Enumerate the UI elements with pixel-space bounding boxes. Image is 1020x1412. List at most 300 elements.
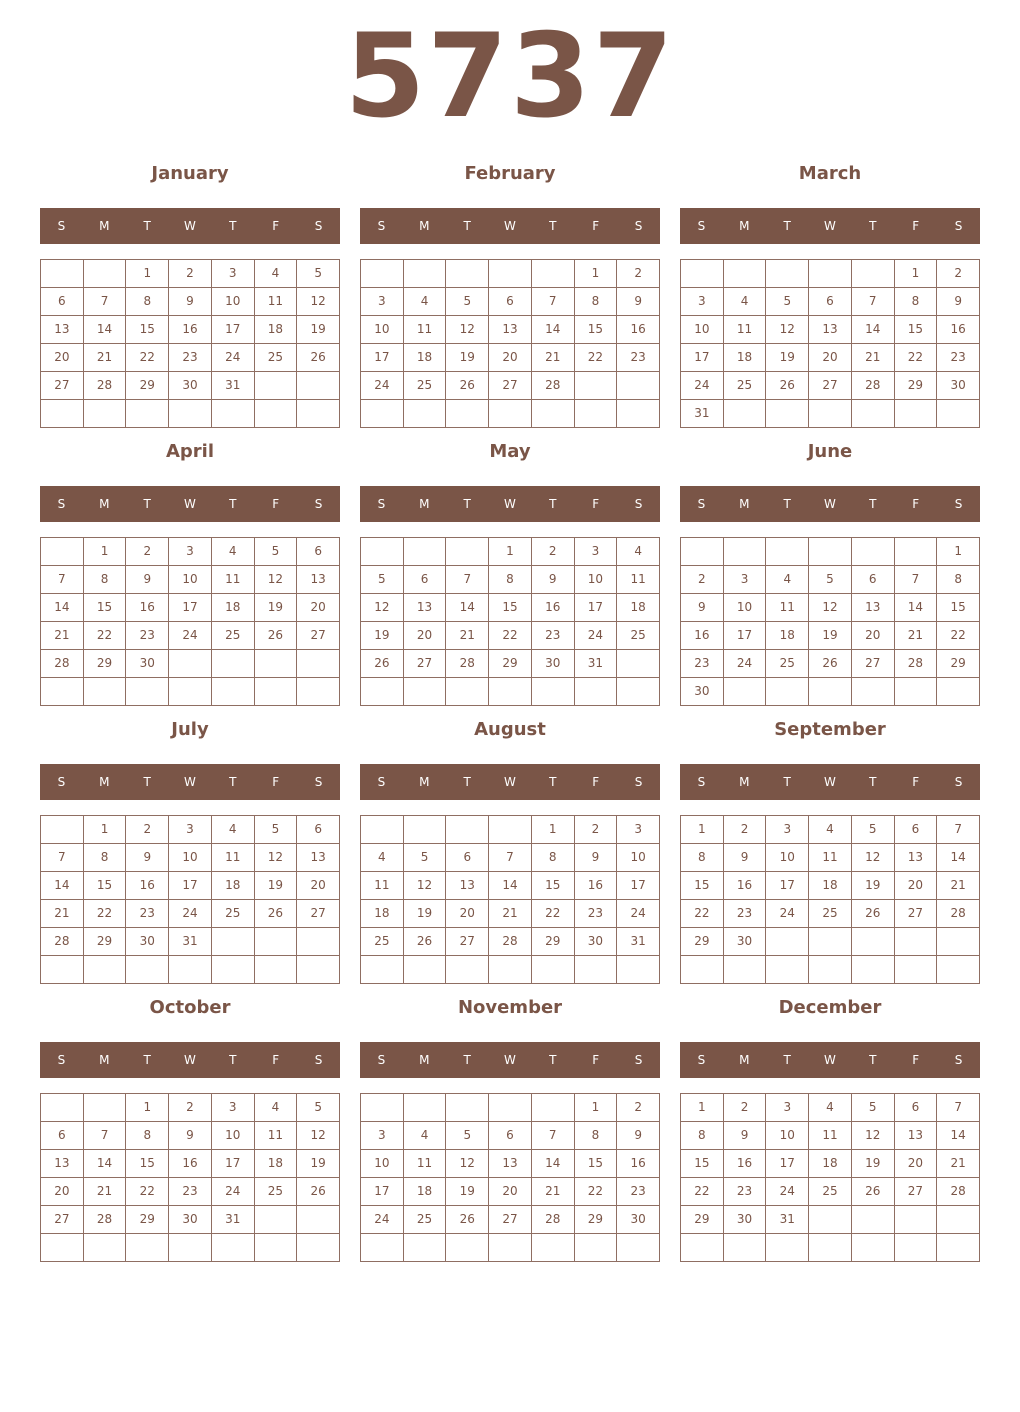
day-cell: 7 — [532, 288, 575, 316]
weekday-label: W — [184, 497, 196, 511]
day-cell: 14 — [937, 1122, 980, 1150]
day-cell: 20 — [489, 1178, 532, 1206]
day-cell: 28 — [489, 928, 532, 956]
empty-day-cell — [766, 260, 809, 288]
day-cell: 23 — [575, 900, 618, 928]
day-cell: 24 — [361, 1206, 404, 1234]
day-cell: 18 — [361, 900, 404, 928]
empty-day-cell — [255, 1206, 298, 1234]
weekday-header — [360, 1042, 660, 1078]
day-cell: 15 — [489, 594, 532, 622]
calendar-year-title: 5737 — [344, 9, 676, 144]
day-cell: 31 — [169, 928, 212, 956]
empty-day-cell — [297, 678, 340, 706]
day-cell: 5 — [404, 844, 447, 872]
empty-day-cell — [297, 650, 340, 678]
month-title: July — [171, 719, 209, 740]
day-cell: 13 — [404, 594, 447, 622]
day-cell: 25 — [809, 900, 852, 928]
day-grid — [680, 1093, 980, 1262]
month-title: December — [778, 997, 882, 1018]
empty-day-cell — [681, 538, 724, 566]
day-cell: 11 — [766, 594, 809, 622]
day-cell: 8 — [126, 1122, 169, 1150]
day-cell: 2 — [724, 1094, 767, 1122]
weekday-label: T — [229, 219, 237, 233]
empty-day-cell — [895, 1206, 938, 1234]
day-cell: 1 — [126, 260, 169, 288]
empty-day-cell — [212, 650, 255, 678]
empty-day-cell — [809, 956, 852, 984]
weekday-label: W — [184, 775, 196, 789]
day-cell: 5 — [446, 1122, 489, 1150]
weekday-label: F — [912, 775, 920, 789]
empty-day-cell — [852, 260, 895, 288]
day-cell: 4 — [212, 816, 255, 844]
empty-day-cell — [361, 678, 404, 706]
day-cell: 11 — [255, 288, 298, 316]
day-cell: 27 — [852, 650, 895, 678]
weekday-header — [360, 486, 660, 522]
day-cell: 8 — [895, 288, 938, 316]
day-cell: 6 — [41, 1122, 84, 1150]
empty-day-cell — [852, 538, 895, 566]
day-cell: 11 — [617, 566, 660, 594]
day-cell: 24 — [361, 372, 404, 400]
weekday-label: S — [377, 497, 386, 511]
day-cell: 25 — [212, 622, 255, 650]
empty-day-cell — [404, 1234, 447, 1262]
day-cell: 11 — [809, 844, 852, 872]
day-cell: 9 — [532, 566, 575, 594]
day-cell: 10 — [575, 566, 618, 594]
day-grid — [360, 259, 660, 428]
day-cell: 13 — [297, 844, 340, 872]
day-cell: 16 — [575, 872, 618, 900]
weekday-label: S — [57, 219, 66, 233]
day-cell: 19 — [852, 1150, 895, 1178]
empty-day-cell — [404, 956, 447, 984]
day-cell: 3 — [766, 816, 809, 844]
day-cell: 17 — [766, 1150, 809, 1178]
month-title: May — [489, 441, 531, 462]
day-cell: 12 — [852, 844, 895, 872]
day-cell: 18 — [255, 1150, 298, 1178]
day-cell: 16 — [724, 1150, 767, 1178]
weekday-label: M — [739, 497, 750, 511]
day-cell: 15 — [84, 594, 127, 622]
day-cell: 17 — [361, 1178, 404, 1206]
empty-day-cell — [724, 400, 767, 428]
day-cell: 17 — [575, 594, 618, 622]
empty-day-cell — [489, 678, 532, 706]
empty-day-cell — [937, 956, 980, 984]
empty-day-cell — [852, 956, 895, 984]
weekday-label: W — [824, 219, 836, 233]
day-cell: 2 — [937, 260, 980, 288]
empty-day-cell — [489, 400, 532, 428]
weekday-header — [680, 486, 980, 522]
empty-day-cell — [126, 956, 169, 984]
empty-day-cell — [446, 400, 489, 428]
day-cell: 29 — [84, 650, 127, 678]
month-april — [40, 438, 340, 706]
day-cell: 25 — [809, 1178, 852, 1206]
day-cell: 8 — [937, 566, 980, 594]
empty-day-cell — [446, 1234, 489, 1262]
weekday-label: W — [184, 219, 196, 233]
day-cell: 22 — [126, 344, 169, 372]
day-cell: 10 — [617, 844, 660, 872]
day-cell: 17 — [361, 344, 404, 372]
day-cell: 22 — [681, 1178, 724, 1206]
day-cell: 6 — [489, 288, 532, 316]
day-cell: 17 — [169, 594, 212, 622]
empty-day-cell — [532, 678, 575, 706]
empty-day-cell — [84, 400, 127, 428]
day-cell: 9 — [681, 594, 724, 622]
day-cell: 21 — [41, 622, 84, 650]
day-cell: 30 — [617, 1206, 660, 1234]
day-cell: 6 — [41, 288, 84, 316]
day-cell: 11 — [212, 844, 255, 872]
day-cell: 20 — [404, 622, 447, 650]
day-cell: 23 — [532, 622, 575, 650]
day-cell: 7 — [41, 566, 84, 594]
day-cell: 31 — [681, 400, 724, 428]
empty-day-cell — [212, 400, 255, 428]
day-cell: 24 — [681, 372, 724, 400]
day-cell: 11 — [404, 316, 447, 344]
day-cell: 10 — [169, 844, 212, 872]
empty-day-cell — [532, 260, 575, 288]
day-cell: 15 — [575, 1150, 618, 1178]
day-cell: 20 — [41, 1178, 84, 1206]
day-cell: 2 — [724, 816, 767, 844]
empty-day-cell — [212, 678, 255, 706]
empty-day-cell — [937, 1206, 980, 1234]
weekday-label: S — [954, 1053, 963, 1067]
day-cell: 8 — [681, 1122, 724, 1150]
day-cell: 7 — [895, 566, 938, 594]
weekday-label: W — [504, 497, 516, 511]
month-june — [680, 438, 980, 706]
day-cell: 1 — [937, 538, 980, 566]
empty-day-cell — [766, 956, 809, 984]
day-grid — [360, 1093, 660, 1262]
weekday-label: F — [912, 497, 920, 511]
month-title: January — [151, 163, 229, 184]
weekday-label: M — [739, 1053, 750, 1067]
month-may — [360, 438, 660, 706]
day-cell: 26 — [446, 372, 489, 400]
month-title: February — [464, 163, 556, 184]
day-cell: 9 — [575, 844, 618, 872]
day-cell: 4 — [404, 288, 447, 316]
day-cell: 23 — [617, 1178, 660, 1206]
day-cell: 14 — [41, 872, 84, 900]
day-cell: 29 — [489, 650, 532, 678]
day-cell: 21 — [446, 622, 489, 650]
day-cell: 4 — [809, 1094, 852, 1122]
day-cell: 5 — [255, 816, 298, 844]
day-cell: 16 — [937, 316, 980, 344]
weekday-label: M — [419, 219, 430, 233]
empty-day-cell — [724, 956, 767, 984]
weekday-label: S — [697, 219, 706, 233]
day-cell: 5 — [255, 538, 298, 566]
weekday-label: F — [912, 219, 920, 233]
day-cell: 15 — [681, 872, 724, 900]
day-cell: 18 — [724, 344, 767, 372]
empty-day-cell — [255, 956, 298, 984]
weekday-label: F — [272, 775, 280, 789]
day-cell: 22 — [84, 622, 127, 650]
day-cell: 3 — [724, 566, 767, 594]
day-cell: 23 — [169, 344, 212, 372]
day-cell: 27 — [41, 1206, 84, 1234]
day-cell: 13 — [297, 566, 340, 594]
weekday-label: T — [783, 497, 791, 511]
day-cell: 20 — [895, 872, 938, 900]
day-cell: 28 — [937, 900, 980, 928]
day-cell: 4 — [404, 1122, 447, 1150]
day-cell: 27 — [489, 1206, 532, 1234]
day-cell: 10 — [361, 316, 404, 344]
empty-day-cell — [617, 1234, 660, 1262]
empty-day-cell — [766, 678, 809, 706]
weekday-label: T — [783, 219, 791, 233]
day-cell: 14 — [852, 316, 895, 344]
empty-day-cell — [852, 1234, 895, 1262]
day-cell: 10 — [724, 594, 767, 622]
weekday-label: M — [419, 775, 430, 789]
day-cell: 10 — [169, 566, 212, 594]
day-cell: 18 — [617, 594, 660, 622]
day-cell: 21 — [41, 900, 84, 928]
day-cell: 12 — [852, 1122, 895, 1150]
day-cell: 27 — [489, 372, 532, 400]
day-cell: 20 — [297, 594, 340, 622]
empty-day-cell — [575, 678, 618, 706]
day-cell: 24 — [575, 622, 618, 650]
day-grid — [40, 815, 340, 984]
empty-day-cell — [489, 956, 532, 984]
empty-day-cell — [852, 678, 895, 706]
day-cell: 16 — [532, 594, 575, 622]
day-cell: 29 — [895, 372, 938, 400]
weekday-label: T — [229, 497, 237, 511]
weekday-header — [360, 764, 660, 800]
day-cell: 31 — [766, 1206, 809, 1234]
day-cell: 3 — [169, 538, 212, 566]
day-cell: 23 — [724, 900, 767, 928]
empty-day-cell — [895, 678, 938, 706]
weekday-label: S — [377, 1053, 386, 1067]
empty-day-cell — [84, 956, 127, 984]
day-cell: 5 — [446, 288, 489, 316]
empty-day-cell — [895, 400, 938, 428]
day-grid — [40, 537, 340, 706]
day-cell: 12 — [297, 1122, 340, 1150]
day-cell: 16 — [126, 872, 169, 900]
weekday-label: S — [314, 775, 323, 789]
day-cell: 2 — [617, 260, 660, 288]
empty-day-cell — [766, 1234, 809, 1262]
day-cell: 7 — [489, 844, 532, 872]
empty-day-cell — [446, 956, 489, 984]
day-cell: 10 — [766, 1122, 809, 1150]
weekday-label: T — [869, 1053, 877, 1067]
weekday-label: M — [99, 1053, 110, 1067]
weekday-label: S — [954, 775, 963, 789]
day-cell: 21 — [532, 344, 575, 372]
weekday-label: S — [57, 497, 66, 511]
day-cell: 27 — [297, 900, 340, 928]
day-cell: 30 — [724, 928, 767, 956]
day-cell: 22 — [84, 900, 127, 928]
day-cell: 17 — [681, 344, 724, 372]
day-cell: 19 — [297, 1150, 340, 1178]
day-cell: 2 — [617, 1094, 660, 1122]
day-cell: 2 — [575, 816, 618, 844]
empty-day-cell — [255, 372, 298, 400]
empty-day-cell — [724, 1234, 767, 1262]
day-grid — [360, 537, 660, 706]
day-cell: 18 — [255, 316, 298, 344]
weekday-label: T — [783, 1053, 791, 1067]
day-cell: 18 — [212, 594, 255, 622]
day-cell: 19 — [446, 1178, 489, 1206]
empty-day-cell — [169, 650, 212, 678]
empty-day-cell — [404, 400, 447, 428]
weekday-label: T — [143, 219, 151, 233]
day-cell: 25 — [766, 650, 809, 678]
day-cell: 17 — [766, 872, 809, 900]
day-cell: 30 — [937, 372, 980, 400]
empty-day-cell — [255, 650, 298, 678]
day-cell: 13 — [489, 1150, 532, 1178]
day-cell: 4 — [255, 1094, 298, 1122]
day-cell: 9 — [617, 288, 660, 316]
empty-day-cell — [297, 956, 340, 984]
day-cell: 25 — [212, 900, 255, 928]
day-cell: 8 — [575, 288, 618, 316]
empty-day-cell — [532, 1234, 575, 1262]
day-cell: 18 — [809, 872, 852, 900]
day-cell: 13 — [489, 316, 532, 344]
day-cell: 23 — [617, 344, 660, 372]
day-cell: 11 — [361, 872, 404, 900]
day-cell: 21 — [84, 1178, 127, 1206]
day-cell: 4 — [255, 260, 298, 288]
empty-day-cell — [169, 956, 212, 984]
empty-day-cell — [361, 816, 404, 844]
day-cell: 14 — [532, 316, 575, 344]
weekday-header — [680, 208, 980, 244]
empty-day-cell — [361, 1094, 404, 1122]
weekday-label: W — [824, 775, 836, 789]
weekday-label: F — [272, 219, 280, 233]
day-cell: 15 — [84, 872, 127, 900]
day-cell: 21 — [84, 344, 127, 372]
day-cell: 16 — [617, 316, 660, 344]
day-cell: 12 — [255, 844, 298, 872]
empty-day-cell — [809, 1206, 852, 1234]
day-cell: 8 — [575, 1122, 618, 1150]
day-cell: 11 — [212, 566, 255, 594]
day-cell: 30 — [169, 1206, 212, 1234]
empty-day-cell — [895, 928, 938, 956]
weekday-label: T — [143, 1053, 151, 1067]
day-cell: 9 — [724, 1122, 767, 1150]
day-cell: 31 — [212, 1206, 255, 1234]
empty-day-cell — [532, 956, 575, 984]
empty-day-cell — [852, 1206, 895, 1234]
day-cell: 11 — [724, 316, 767, 344]
day-cell: 6 — [446, 844, 489, 872]
empty-day-cell — [937, 1234, 980, 1262]
day-cell: 29 — [681, 1206, 724, 1234]
month-title: April — [165, 441, 215, 462]
month-title: March — [798, 163, 862, 184]
weekday-label: T — [869, 219, 877, 233]
weekday-label: S — [697, 775, 706, 789]
month-july — [40, 716, 340, 984]
empty-day-cell — [212, 928, 255, 956]
day-cell: 17 — [169, 872, 212, 900]
day-cell: 21 — [489, 900, 532, 928]
day-cell: 12 — [446, 316, 489, 344]
weekday-label: W — [504, 1053, 516, 1067]
day-cell: 30 — [126, 650, 169, 678]
day-cell: 9 — [617, 1122, 660, 1150]
empty-day-cell — [575, 400, 618, 428]
weekday-label: T — [869, 497, 877, 511]
day-cell: 31 — [212, 372, 255, 400]
empty-day-cell — [361, 956, 404, 984]
day-cell: 22 — [937, 622, 980, 650]
day-cell: 13 — [852, 594, 895, 622]
weekday-header — [680, 1042, 980, 1078]
day-cell: 4 — [617, 538, 660, 566]
empty-day-cell — [446, 538, 489, 566]
day-cell: 15 — [532, 872, 575, 900]
day-cell: 7 — [532, 1122, 575, 1150]
day-cell: 14 — [489, 872, 532, 900]
weekday-label: S — [57, 1053, 66, 1067]
day-cell: 15 — [575, 316, 618, 344]
empty-day-cell — [297, 1206, 340, 1234]
day-cell: 14 — [895, 594, 938, 622]
weekday-label: T — [229, 775, 237, 789]
day-cell: 5 — [297, 260, 340, 288]
day-cell: 17 — [724, 622, 767, 650]
empty-day-cell — [446, 678, 489, 706]
day-cell: 26 — [255, 900, 298, 928]
day-grid — [40, 259, 340, 428]
weekday-label: W — [504, 219, 516, 233]
day-cell: 10 — [212, 288, 255, 316]
day-cell: 10 — [766, 844, 809, 872]
weekday-label: F — [592, 497, 600, 511]
day-cell: 27 — [297, 622, 340, 650]
day-cell: 14 — [532, 1150, 575, 1178]
day-cell: 6 — [895, 816, 938, 844]
day-cell: 12 — [766, 316, 809, 344]
day-cell: 25 — [361, 928, 404, 956]
day-cell: 3 — [169, 816, 212, 844]
